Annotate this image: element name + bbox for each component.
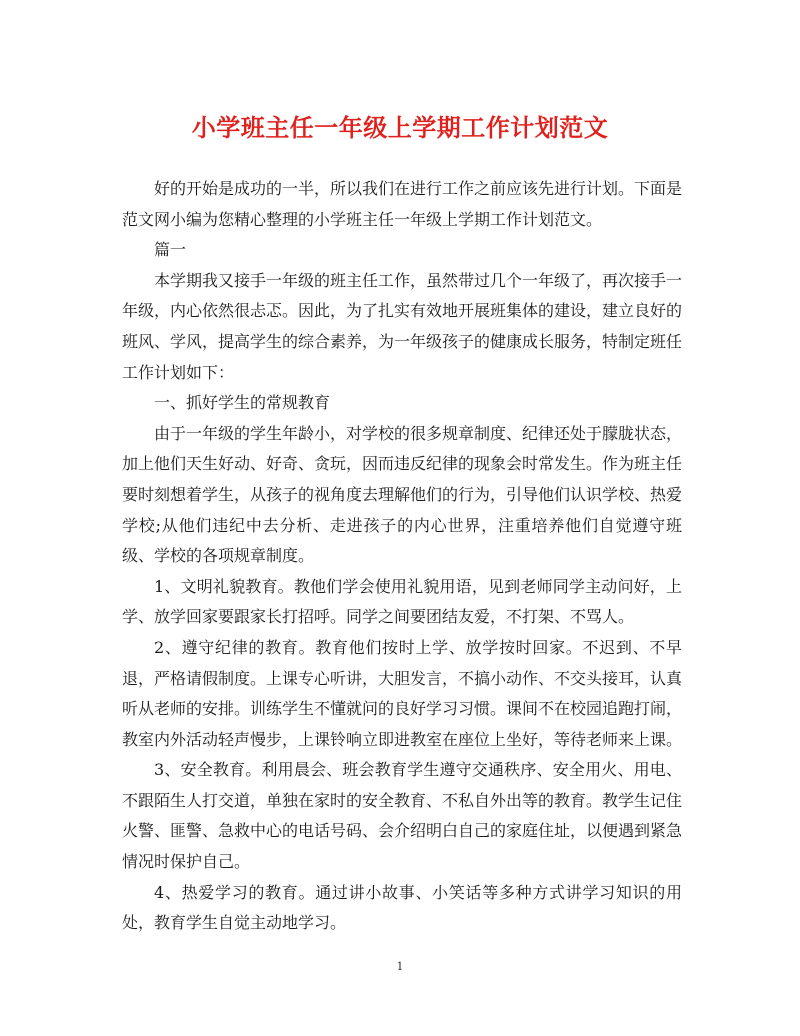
page-number: 1 (396, 960, 404, 973)
section-heading: 一、抓好学生的常规教育 (154, 393, 331, 413)
paragraph-section-label: 篇一 (154, 240, 187, 260)
list-item-safety: 3、安全教育。利用晨会、班会教育学生遵守交通秩序、安全用火、用电、不跟陌生人打交道，单独在家时的安全教育、不私自外出等的教育。教学生记住火警、匪警、急救中心的电话号码、会介绍明白自己的家庭住址，以便遇到紧急情况时保护自己。 (122, 760, 683, 872)
list-item-discipline: 2、遵守纪律的教育。教育他们按时上学、放学按时回家。不迟到、不早退，严格请假制度。上课专心听讲，大胆发言，不搞小动作、不交头接耳，认真听从老师的安排。训练学生不懂就问的良好学习习惯。课间不在校园追跑打闹，教室内外活动轻声慢步，上课铃响立即进教室在座位上坐好，等待老师来上课。 (122, 637, 683, 749)
document-body (122, 174, 682, 939)
document-title: 小学班主任一年级上学期工作计划范文 (191, 113, 609, 142)
list-item-learning: 4、热爱学习的教育。通过讲小故事、小笑话等多种方式讲学习知识的用处，教育学生自觉主动地学习。 (122, 882, 682, 933)
paragraph-intro: 好的开始是成功的一半，所以我们在进行工作之前应该先进行计划。下面是范文网小编为您精心整理的小学班主任一年级上学期工作计划范文。 (122, 179, 683, 229)
paragraph-opening: 本学期我又接手一年级的班主任工作，虽然带过几个一年级了，再次接手一年级，内心依然很忐忑。因此，为了扎实有效地开展班集体的建设，建立良好的班风、学风，提高学生的综合素养，为一年级孩子的健康成长服务，特制定班任工作计划如下： (122, 270, 683, 382)
paragraph-routine-education: 由于一年级的学生年龄小，对学校的很多规章制度、纪律还处于朦胧状态，加上他们天生好动、好奇、贪玩，因而违反纪律的现象会时常发生。作为班主任要时刻想着学生，从孩子的视角度去理解他们的行为，引导他们认识学校、热爱学校;从他们违纪中去分析、走进孩子的内心世界，注重培养他们自觉遵守班级、学校的各项规章制度。 (122, 423, 683, 566)
list-item-etiquette: 1、文明礼貌教育。教他们学会使用礼貌用语，见到老师同学主动问好，上学、放学回家要跟家长打招呼。同学之间要团结友爱，不打架、不骂人。 (122, 576, 682, 627)
